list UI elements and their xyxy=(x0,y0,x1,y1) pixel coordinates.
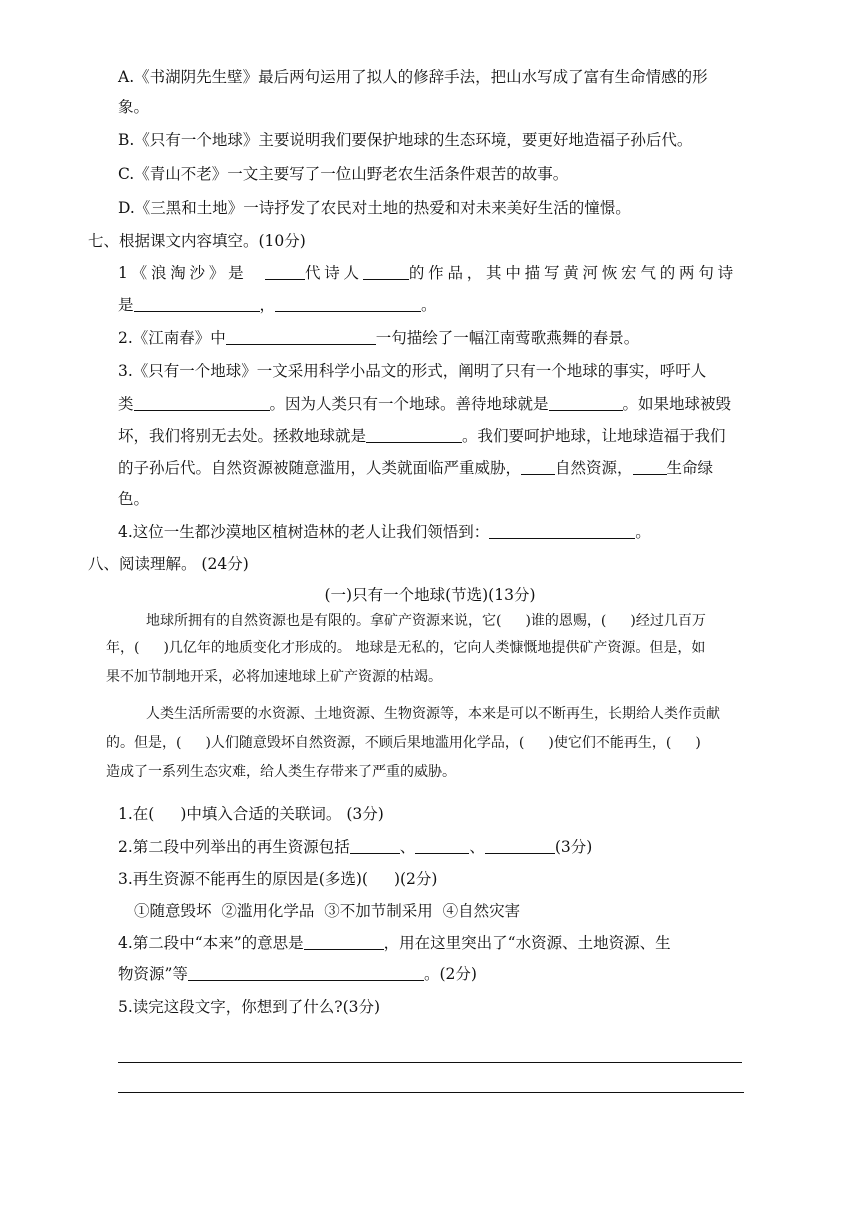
emphasis-blank[interactable] xyxy=(188,964,424,981)
option-a-line1: A.《书湖阴先生壁》最后两句运用了拟人的修辞手法，把山水写成了富有生命情感的形 xyxy=(118,68,708,86)
passage-title: (一)只有一个地球(节选)(13分) xyxy=(324,586,536,604)
q7-1-line2: 是 ， 。 xyxy=(118,296,437,314)
passage-p1-line2: 年，( )几亿年的地质变化才形成的。 地球是无私的，它向人类慷慨地提供矿产资源。但是，如 xyxy=(106,640,706,656)
q7-1-line1: 1《浪淘沙》是 代诗人 的作品，其中描写黄河恢宏气的两句诗 xyxy=(118,264,737,282)
passage-p2-line3: 造成了一系列生态灾难，给人类生存带来了严重的威胁。 xyxy=(106,764,456,780)
resource-blank-3[interactable] xyxy=(485,837,555,854)
passage-p2-line2: 的。但是，( )人们随意毁坏自然资源，不顾后果地滥用化学品，( )使它们不能再生，( ) xyxy=(106,735,701,751)
answer-line-2[interactable] xyxy=(118,1092,744,1093)
life-verb-blank[interactable] xyxy=(633,458,667,475)
resource-verb-blank[interactable] xyxy=(521,458,555,475)
treat-earth-blank[interactable] xyxy=(549,394,623,411)
q7-3-line3: 坏，我们将别无去处。拯救地球就是 。我们要呵护地球，让地球造福于我们 xyxy=(118,427,726,445)
q8-2: 2.第二段中列举出的再生资源包括 、 、 (3分) xyxy=(118,838,593,856)
q8-5: 5.读完这段文字，你想到了什么?(3分) xyxy=(118,998,381,1016)
q7-4: 4.这位一生都沙漠地区植树造林的老人让我们领悟到： 。 xyxy=(118,523,651,541)
appeal-blank[interactable] xyxy=(134,394,270,411)
option-d: D.《三黑和土地》一诗抒发了农民对土地的热爱和对未来美好生活的憧憬。 xyxy=(118,199,631,217)
jiangnan-verse-blank[interactable] xyxy=(226,328,376,345)
section-7-heading: 七、根据课文内容填空。(10分) xyxy=(88,232,306,250)
q7-3-line1: 3.《只有一个地球》一文采用科学小品文的形式，阐明了只有一个地球的事实，呼吁人 xyxy=(118,362,707,380)
q8-1: 1.在( )中填入合适的关联词。 (3分) xyxy=(118,805,384,823)
passage-p1-line1: 地球所拥有的自然资源也是有限的。拿矿产资源来说，它( )谁的恩赐，( )经过几百万 xyxy=(146,613,706,629)
verse-blank-1[interactable] xyxy=(134,295,260,312)
insight-blank[interactable] xyxy=(489,522,635,539)
option-c: C.《青山不老》一文主要写了一位山野老农生活条件艰苦的故事。 xyxy=(118,165,569,183)
q7-3-line5: 色。 xyxy=(118,490,150,508)
q7-3-line2: 类 。因为人类只有一个地球。善待地球就是 。如果地球被毁 xyxy=(118,395,732,413)
save-earth-blank[interactable] xyxy=(366,426,462,443)
resource-blank-2[interactable] xyxy=(415,837,469,854)
q8-4-line1: 4.第二段中“本来”的意思是 ，用在这里突出了“水资源、土地资源、生 xyxy=(118,934,671,952)
q8-3-options: ①随意毁坏 ②滥用化学品 ③不加节制采用 ④自然灾害 xyxy=(134,902,521,920)
passage-p2-line1: 人类生活所需要的水资源、土地资源、生物资源等，本来是可以不断再生，长期给人类作贡献 xyxy=(146,706,720,722)
q8-4-line2: 物资源”等 。(2分) xyxy=(118,965,477,983)
verse-blank-2[interactable] xyxy=(275,295,421,312)
q8-3: 3.再生资源不能再生的原因是(多选)( )(2分) xyxy=(118,870,438,888)
poet-blank[interactable] xyxy=(363,263,409,280)
benlai-meaning-blank[interactable] xyxy=(304,933,384,950)
q7-2: 2.《江南春》中 一句描绘了一幅江南莺歌燕舞的春景。 xyxy=(118,329,640,347)
option-a-line2: 象。 xyxy=(118,98,150,116)
section-8-heading: 八、阅读理解。 (24分) xyxy=(88,555,249,573)
q7-3-line4: 的子孙后代。自然资源被随意滥用，人类就面临严重威胁， 自然资源， 生命绿 xyxy=(118,459,714,477)
option-b: B.《只有一个地球》主要说明我们要保护地球的生态环境，要更好地造福子孙后代。 xyxy=(118,131,693,149)
answer-line-1[interactable] xyxy=(118,1062,742,1063)
dynasty-blank[interactable] xyxy=(265,263,305,280)
passage-p1-line3: 果不加节制地开采，必将加速地球上矿产资源的枯竭。 xyxy=(106,669,442,685)
resource-blank-1[interactable] xyxy=(350,837,400,854)
